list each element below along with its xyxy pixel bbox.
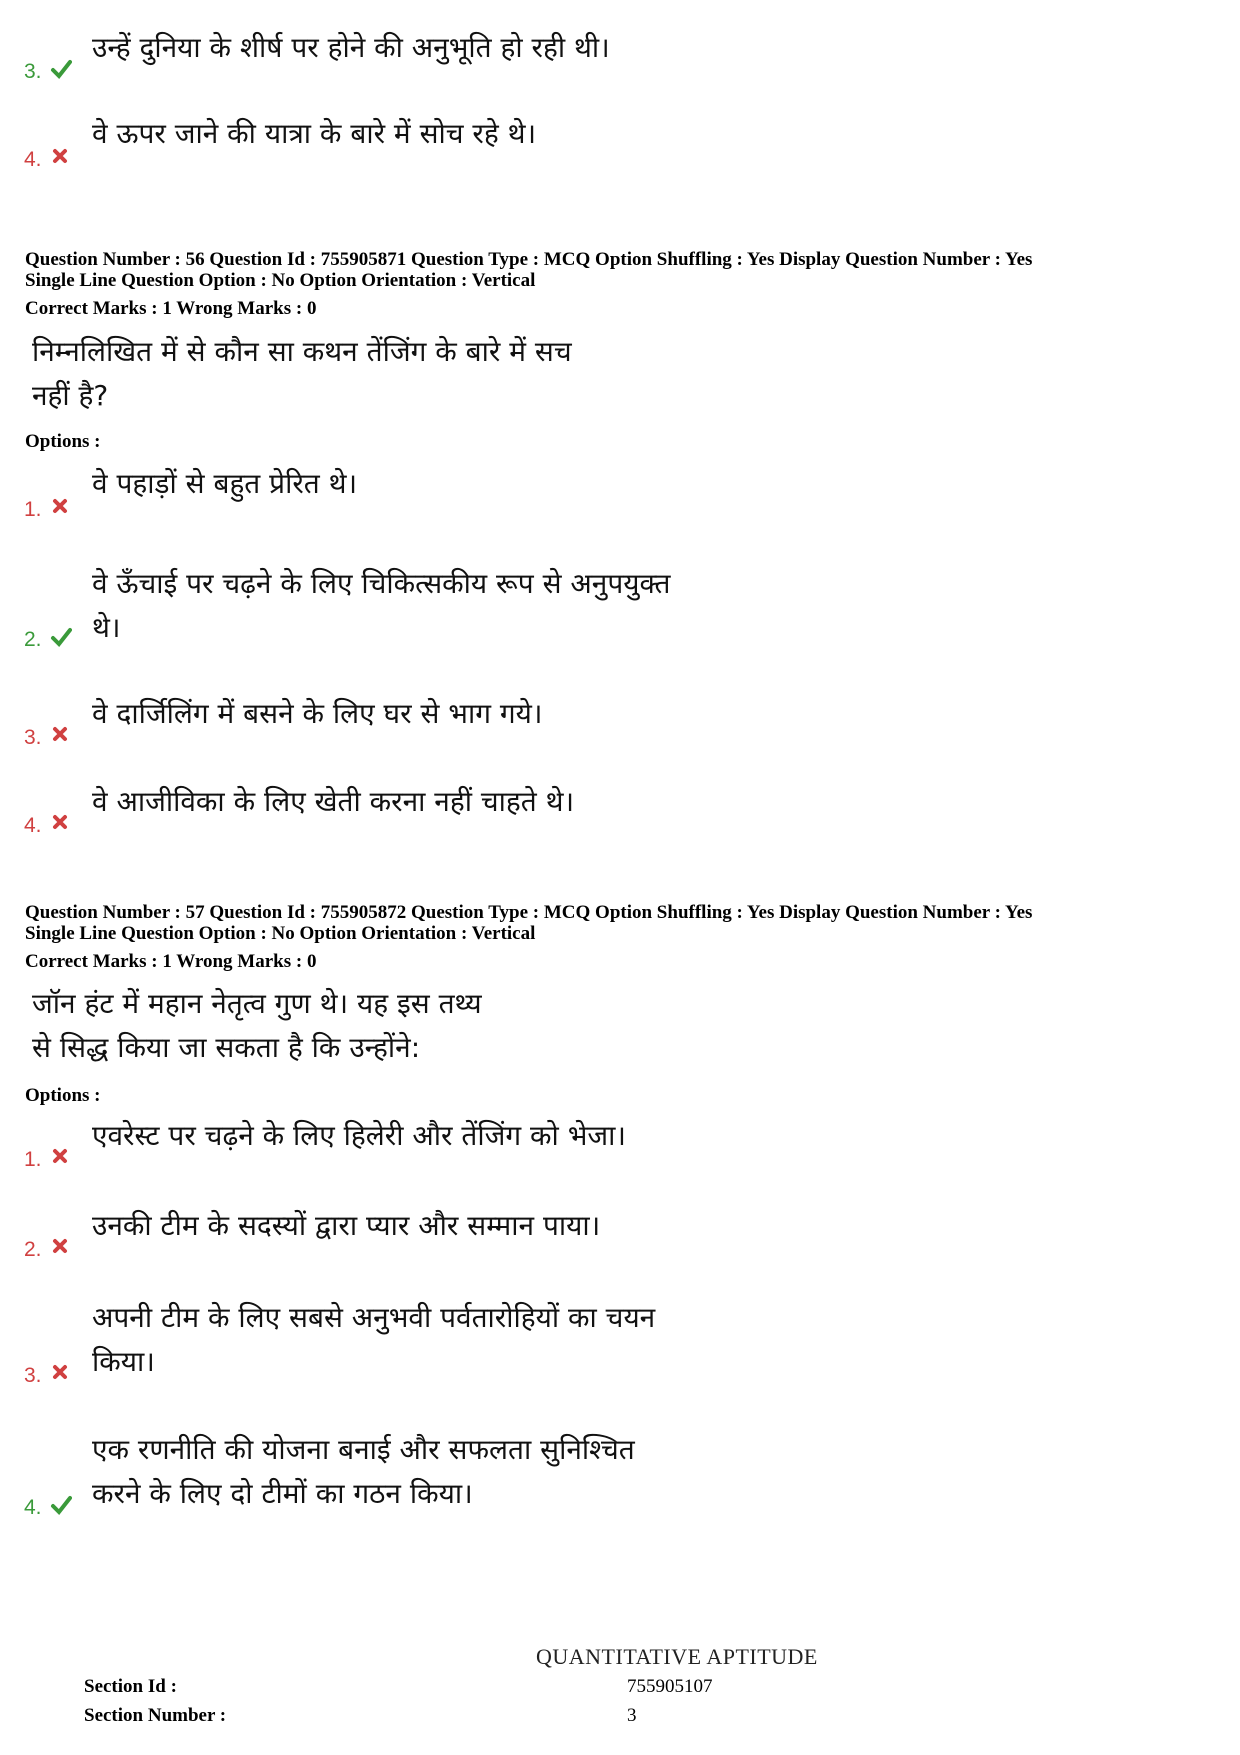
q56-question bbox=[32, 330, 572, 418]
section-title: QUANTITATIVE APTITUDE bbox=[536, 1644, 818, 1669]
cross-icon bbox=[52, 1148, 68, 1164]
option-text-line: एक रणनीति की योजना बनाई और सफलता सुनिश्चित bbox=[92, 1433, 635, 1466]
option-number: 4. bbox=[24, 148, 42, 171]
cross-icon bbox=[52, 148, 68, 164]
option-number: 4. bbox=[24, 1496, 42, 1519]
option-number: 1. bbox=[24, 498, 42, 521]
option-text-line: थे। bbox=[92, 611, 121, 644]
section-number-value: 3 bbox=[627, 1705, 637, 1726]
section-number-label: Section Number : bbox=[84, 1705, 227, 1726]
q56-meta-line2: Single Line Question Option : No Option Orientation : Vertical bbox=[25, 270, 536, 291]
q57-meta-line1: Question Number : 57 Question Id : 755905872 Question Type : MCQ Option Shuffling : Yes Display Question Number : Yes bbox=[25, 902, 1033, 923]
check-icon bbox=[50, 1494, 72, 1516]
q57-question bbox=[32, 982, 482, 1070]
option-number: 3. bbox=[24, 726, 42, 749]
option-text: वे आजीविका के लिए खेती करना नहीं चाहते थे। bbox=[92, 785, 575, 818]
option-text-line: वे ऊँचाई पर चढ़ने के लिए चिकित्सकीय रूप से अनुपयुक्त bbox=[92, 567, 671, 600]
option-text: वे ऊपर जाने की यात्रा के बारे में सोच रहे थे। bbox=[92, 117, 537, 150]
cross-icon bbox=[52, 1238, 68, 1254]
q57-options-label: Options : bbox=[25, 1085, 101, 1106]
question-line: नहीं है? bbox=[32, 379, 109, 412]
question-line: से सिद्ध किया जा सकता है कि उन्होंने: bbox=[32, 1031, 421, 1064]
cross-icon bbox=[52, 1364, 68, 1380]
cross-icon bbox=[52, 498, 68, 514]
option-number: 4. bbox=[24, 814, 42, 837]
option-text: एवरेस्ट पर चढ़ने के लिए हिलेरी और तेंजिंग को भेजा। bbox=[92, 1119, 627, 1152]
option-text-line: अपनी टीम के लिए सबसे अनुभवी पर्वतारोहियों का चयन bbox=[92, 1301, 656, 1334]
option-number: 3. bbox=[24, 1364, 42, 1387]
question-line: निम्नलिखित में से कौन सा कथन तेंजिंग के बारे में सच bbox=[32, 335, 572, 368]
q56-meta-line1: Question Number : 56 Question Id : 755905871 Question Type : MCQ Option Shuffling : Yes Display Question Number : Yes bbox=[25, 249, 1033, 270]
q57-marks: Correct Marks : 1 Wrong Marks : 0 bbox=[25, 951, 317, 972]
section-id-label: Section Id : bbox=[84, 1676, 177, 1697]
option-number: 2. bbox=[24, 1238, 42, 1261]
option-number: 1. bbox=[24, 1148, 42, 1171]
cross-icon bbox=[52, 726, 68, 742]
q56-options-label: Options : bbox=[25, 431, 101, 452]
check-icon bbox=[50, 58, 72, 80]
option-text: वे दार्जिलिंग में बसने के लिए घर से भाग गये। bbox=[92, 697, 543, 730]
q56-marks: Correct Marks : 1 Wrong Marks : 0 bbox=[25, 298, 317, 319]
q57-meta-line2: Single Line Question Option : No Option Orientation : Vertical bbox=[25, 923, 536, 944]
option-text: वे पहाड़ों से बहुत प्रेरित थे। bbox=[92, 467, 358, 500]
option-text: उन्हें दुनिया के शीर्ष पर होने की अनुभूति हो रही थी। bbox=[92, 31, 610, 64]
option-number: 2. bbox=[24, 628, 42, 651]
check-icon bbox=[50, 626, 72, 648]
option-text-line: करने के लिए दो टीमों का गठन किया। bbox=[92, 1477, 473, 1510]
option-number: 3. bbox=[24, 60, 42, 83]
cross-icon bbox=[52, 814, 68, 830]
option-text-line: किया। bbox=[92, 1345, 155, 1378]
option-text: उनकी टीम के सदस्यों द्वारा प्यार और सम्मान पाया। bbox=[92, 1209, 601, 1242]
section-id-value: 755905107 bbox=[627, 1676, 713, 1697]
question-line: जॉन हंट में महान नेतृत्व गुण थे। यह इस तथ्य bbox=[32, 987, 482, 1020]
